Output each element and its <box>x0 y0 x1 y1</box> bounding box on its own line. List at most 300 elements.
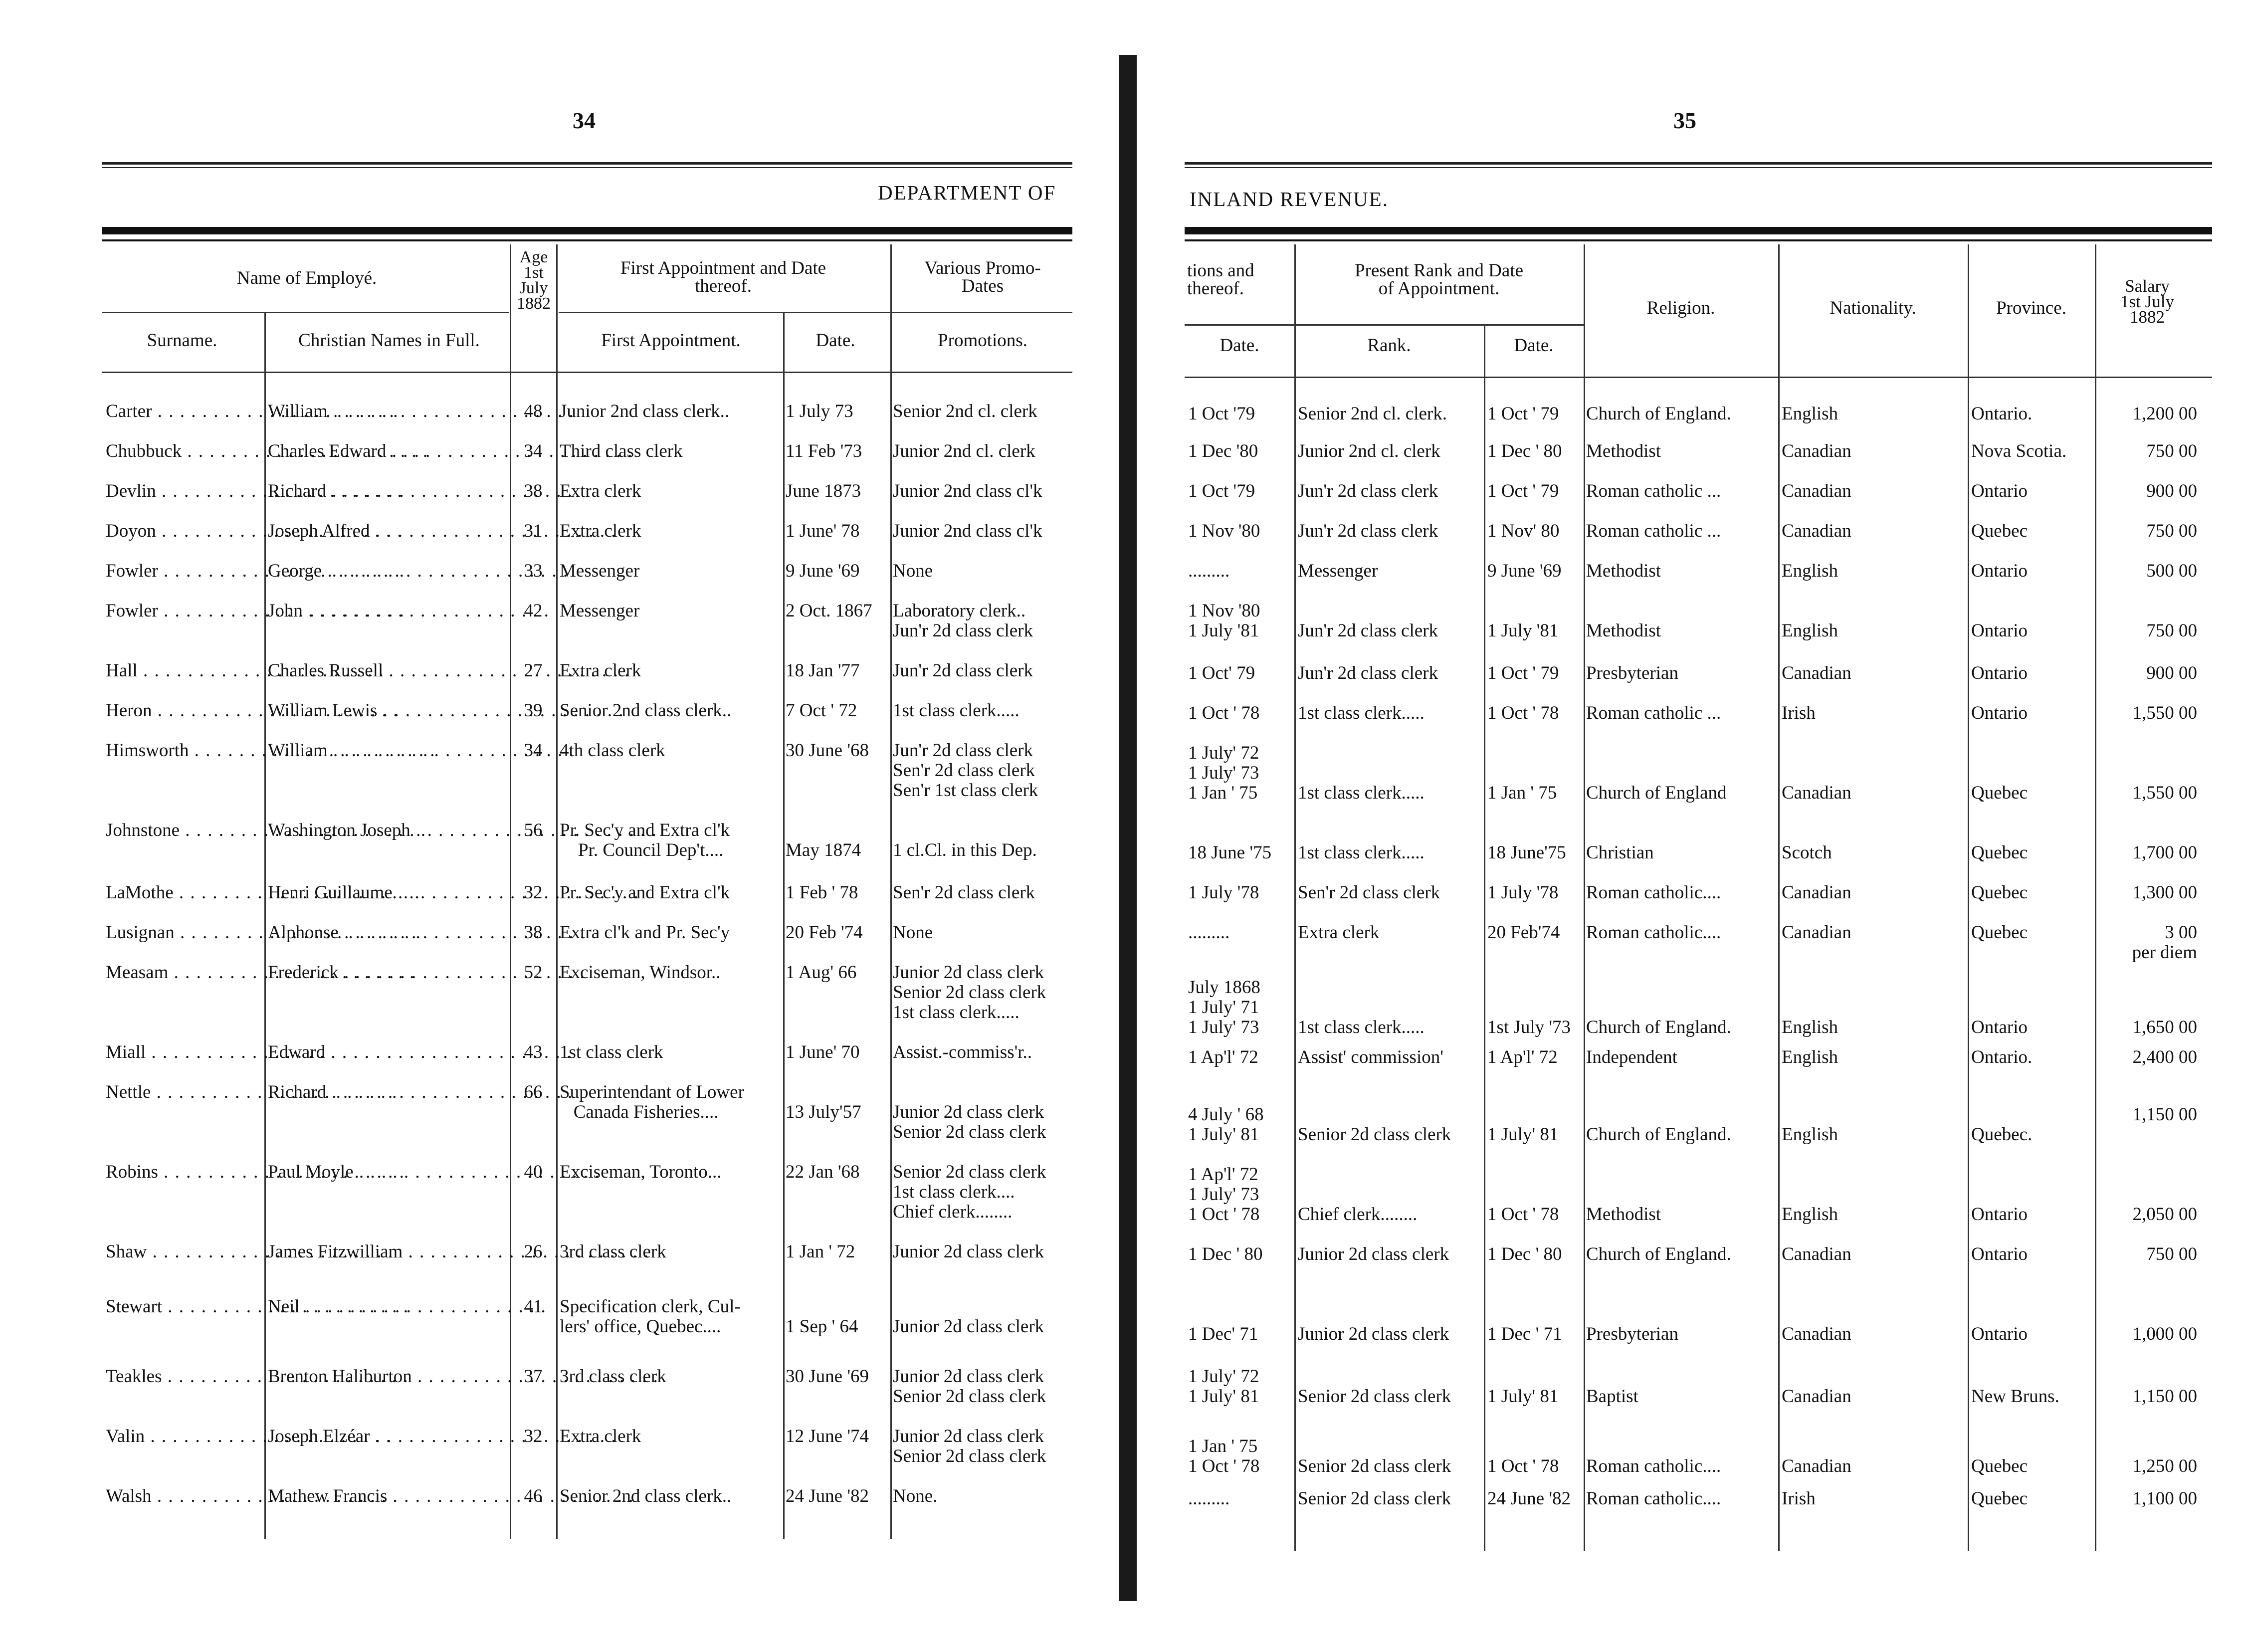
salary-cell: 2,400 00 <box>2132 1047 2197 1067</box>
rank-cell: Jun'r 2d class clerk <box>1298 620 1438 641</box>
salary-cell: 3 00 per diem <box>2132 922 2197 963</box>
christian-names-cell: Neil . . . <box>268 1297 507 1317</box>
first-appointment-cell: 3rd class clerk <box>560 1241 666 1262</box>
province-cell: Quebec <box>1971 1456 2028 1476</box>
nationality-cell: English <box>1782 1124 1838 1145</box>
first-appointment-cell: Superintendant of Lower Canada Fisheries.... <box>560 1082 744 1122</box>
province-cell: Quebec <box>1971 521 2028 541</box>
header-date-1: Date. <box>1220 335 1259 356</box>
rank-date-cell: 1 Dec ' 80 <box>1487 1244 1562 1264</box>
rank-date-cell: 1 Oct ' 78 <box>1487 1204 1559 1225</box>
age-cell: 33 <box>524 561 543 581</box>
age-cell: 38 <box>524 922 543 943</box>
rank-cell: Sen'r 2d class clerk <box>1298 882 1440 903</box>
surname-cell: LaMothe . . . <box>106 883 263 903</box>
column-rule <box>1584 244 1585 1551</box>
rank-date-cell: 1 July '78 <box>1487 882 1559 903</box>
nationality-cell: English <box>1782 1047 1838 1067</box>
promotions-cell: Junior 2d class clerk Senior 2d class clerk 1st class clerk..... <box>893 962 1046 1023</box>
header-bottom-line <box>102 372 1072 373</box>
promotion-date-cell: 4 July ' 68 1 July' 81 <box>1188 1104 1264 1145</box>
date-cell: 2 Oct. 1867 <box>786 601 872 621</box>
age-cell: 32 <box>524 882 543 903</box>
nationality-cell: Canadian <box>1782 1386 1851 1407</box>
column-rule <box>1968 244 1969 1551</box>
first-appointment-cell: Extra clerk <box>560 1426 641 1446</box>
age-cell: 40 <box>524 1162 543 1182</box>
page-number: 34 <box>573 108 596 133</box>
rank-date-cell: 1 Oct ' 78 <box>1487 703 1559 723</box>
surname-cell: Hall . . . <box>106 661 263 681</box>
surname-cell: Fowler . . . <box>106 601 263 621</box>
salary-cell: 1,150 00 <box>2132 1386 2197 1407</box>
promotion-date-cell: 1 Oct '79 <box>1188 404 1255 424</box>
first-appointment-cell: Messenger <box>560 561 640 581</box>
first-appointment-cell: Senior 2nd class clerk.. <box>560 1486 732 1506</box>
christian-names-cell: James Fitzwilliam . . . <box>268 1242 507 1262</box>
religion-cell: Christian <box>1586 842 1654 863</box>
nationality-cell: Canadian <box>1782 521 1851 541</box>
first-appointment-cell: Senior 2nd class clerk.. <box>560 700 732 721</box>
nationality-cell: Irish <box>1782 1488 1816 1509</box>
promotions-cell: Junior 2nd class cl'k <box>893 481 1042 501</box>
date-cell: 13 July'57 <box>786 1102 861 1122</box>
salary-cell: 750 00 <box>2146 1244 2197 1264</box>
promotion-date-cell: ......... <box>1188 1488 1230 1509</box>
surname-cell: Teakles . . . <box>106 1367 263 1387</box>
rank-date-cell: 9 June '69 <box>1487 561 1562 581</box>
promotions-cell: Senior 2d class clerk 1st class clerk.... Chief clerk........ <box>893 1162 1046 1222</box>
first-appointment-cell: Extra clerk <box>560 481 641 501</box>
top-rule <box>1185 162 2212 165</box>
date-cell: June 1873 <box>786 481 861 501</box>
religion-cell: Roman catholic ... <box>1586 521 1721 541</box>
promotions-cell: Assist.-commiss'r.. <box>893 1042 1032 1062</box>
rank-cell: 1st class clerk..... <box>1298 783 1425 803</box>
salary-cell: 1,100 00 <box>2132 1488 2197 1509</box>
rank-date-cell: 1 July '81 <box>1487 620 1559 641</box>
rank-date-cell: 1 Nov' 80 <box>1487 521 1560 541</box>
age-cell: 52 <box>524 962 543 983</box>
surname-cell: Valin . . . <box>106 1427 263 1446</box>
top-rule <box>102 162 1072 165</box>
rank-cell: Jun'r 2d class clerk <box>1298 481 1438 501</box>
rank-cell: Junior 2nd cl. clerk <box>1298 441 1440 461</box>
nationality-cell: English <box>1782 404 1838 424</box>
christian-names-cell: Charles Russell . . . <box>268 661 507 681</box>
religion-cell: Church of England. <box>1586 404 1731 424</box>
header-age: Age 1st July 1882 <box>517 248 551 313</box>
province-cell: Nova Scotia. <box>1971 441 2067 461</box>
christian-names-cell: Edward . . . <box>268 1042 507 1062</box>
promotions-cell: Sen'r 2d class clerk <box>893 882 1035 903</box>
surname-cell: Nettle . . . <box>106 1082 263 1102</box>
age-cell: 43 <box>524 1042 543 1062</box>
header-first-appointment-group: First Appointment and Date thereof. <box>620 258 826 296</box>
promotion-date-cell: 1 Nov '80 1 July '81 <box>1188 601 1260 641</box>
salary-cell: 2,050 00 <box>2132 1204 2197 1225</box>
promotions-cell: Junior 2d class clerk Senior 2d class clerk <box>893 1366 1046 1407</box>
promotion-date-cell: ......... <box>1188 922 1230 943</box>
promotions-cell: Junior 2d class clerk Senior 2d class clerk <box>893 1426 1046 1466</box>
header-bottom-line <box>1185 377 2212 378</box>
date-cell: 18 Jan '77 <box>786 660 860 681</box>
date-cell: 30 June '69 <box>786 1366 869 1387</box>
province-cell: Ontario <box>1971 1244 2028 1264</box>
first-appointment-cell: 3rd class clerk <box>560 1366 666 1387</box>
surname-cell: Shaw . . . <box>106 1242 263 1262</box>
salary-cell: 1,150 00 <box>2132 1104 2197 1125</box>
header-salary: Salary 1st July 1882 <box>2120 276 2174 327</box>
rank-cell: 1st class clerk..... <box>1298 842 1425 863</box>
nationality-cell: Irish <box>1782 703 1816 723</box>
salary-cell: 750 00 <box>2146 620 2197 641</box>
rank-cell: Messenger <box>1298 561 1378 581</box>
rank-cell: Assist' commission' <box>1298 1047 1443 1067</box>
promotions-cell: Junior 2nd class cl'k <box>893 521 1042 541</box>
rank-date-cell: 1 Oct ' 79 <box>1487 404 1559 424</box>
province-cell: Quebec <box>1971 783 2028 803</box>
age-cell: 31 <box>524 521 543 541</box>
rank-cell: Jun'r 2d class clerk <box>1298 663 1438 683</box>
top-rule-2 <box>102 167 1072 168</box>
christian-names-cell: John . . . <box>268 601 507 621</box>
nationality-cell: Canadian <box>1782 882 1851 903</box>
religion-cell: Independent <box>1586 1047 1677 1067</box>
first-appointment-cell: Specification clerk, Cul- lers' office, Quebec.... <box>560 1296 741 1337</box>
header-underline <box>1185 324 1584 326</box>
header-name-group: Name of Employé. <box>236 268 377 288</box>
running-head: DEPARTMENT OF <box>878 181 1056 204</box>
rank-cell: Jun'r 2d class clerk <box>1298 521 1438 541</box>
left-page <box>0 0 1112 1652</box>
christian-names-cell: Joseph Alfred . . . <box>268 521 507 541</box>
surname-cell: Himsworth . . . <box>106 741 263 761</box>
christian-names-cell: William Lewis . . . <box>268 701 507 721</box>
promotions-cell: Jun'r 2d class clerk <box>893 660 1033 681</box>
first-appointment-cell: Exciseman, Toronto... <box>560 1162 722 1182</box>
province-cell: Quebec <box>1971 842 2028 863</box>
promotion-date-cell: 1 Oct '79 <box>1188 481 1255 501</box>
salary-cell: 1,550 00 <box>2132 703 2197 723</box>
promotion-date-cell: 1 Ap'l' 72 1 July' 73 1 Oct ' 78 <box>1188 1164 1260 1225</box>
salary-cell: 750 00 <box>2146 521 2197 541</box>
religion-cell: Roman catholic ... <box>1586 481 1721 501</box>
rank-date-cell: 1 Oct ' 78 <box>1487 1456 1559 1476</box>
age-cell: 26 <box>524 1241 543 1262</box>
age-cell: 32 <box>524 1426 543 1446</box>
date-cell: 11 Feb '73 <box>786 441 862 461</box>
nationality-cell: English <box>1782 1017 1838 1037</box>
age-cell: 34 <box>524 441 543 461</box>
province-cell: Quebec <box>1971 882 2028 903</box>
nationality-cell: Canadian <box>1782 783 1851 803</box>
date-cell: 1 Feb ' 78 <box>786 882 858 903</box>
salary-cell: 750 00 <box>2146 441 2197 461</box>
religion-cell: Church of England <box>1586 783 1727 803</box>
province-cell: Ontario <box>1971 1017 2028 1037</box>
promotion-date-cell: 1 Nov '80 <box>1188 521 1260 541</box>
nationality-cell: Canadian <box>1782 1324 1851 1344</box>
header-religion: Religion. <box>1646 298 1715 318</box>
christian-names-cell: Henri Guillaume . . . <box>268 883 507 903</box>
column-rule <box>2095 244 2096 1551</box>
rank-cell: Senior 2nd cl. clerk. <box>1298 404 1447 424</box>
binding-gutter <box>1119 55 1137 1601</box>
christian-names-cell: Richard . . . <box>268 481 507 501</box>
rank-date-cell: 18 June'75 <box>1487 842 1566 863</box>
surname-cell: Measam . . . <box>106 963 263 983</box>
nationality-cell: Canadian <box>1782 922 1851 943</box>
christian-names-cell: Mathew Francis . . . <box>268 1486 507 1506</box>
surname-cell: Fowler . . . <box>106 561 263 581</box>
province-cell: Ontario <box>1971 481 2028 501</box>
christian-names-cell: Brenton Haliburton . . . <box>268 1367 507 1387</box>
date-cell: 30 June '68 <box>786 740 869 761</box>
running-head: INLAND REVENUE. <box>1190 188 1389 210</box>
nationality-cell: Scotch <box>1782 842 1832 863</box>
rank-date-cell: 1 July' 81 <box>1487 1124 1559 1145</box>
salary-cell: 1,200 00 <box>2132 404 2197 424</box>
province-cell: Quebec. <box>1971 1124 2033 1145</box>
age-cell: 34 <box>524 740 543 761</box>
age-cell: 39 <box>524 700 543 721</box>
surname-cell: Robins . . . <box>106 1162 263 1182</box>
header-rank: Rank. <box>1367 335 1411 356</box>
province-cell: Ontario <box>1971 620 2028 641</box>
christian-names-cell: George . . . <box>268 561 507 581</box>
column-rule <box>890 244 892 1539</box>
surname-cell: Lusignan . . . <box>106 923 263 943</box>
nationality-cell: Canadian <box>1782 1456 1851 1476</box>
date-cell: 22 Jan '68 <box>786 1162 860 1182</box>
promotions-cell: None. <box>893 1486 938 1506</box>
header-surname: Surname. <box>147 330 217 351</box>
religion-cell: Roman catholic.... <box>1586 1488 1721 1509</box>
rank-date-cell: 1 July' 81 <box>1487 1386 1559 1407</box>
first-appointment-cell: 1st class clerk <box>560 1042 663 1062</box>
age-cell: 38 <box>524 481 543 501</box>
promotion-date-cell: 1 Jan ' 75 1 Oct ' 78 <box>1188 1436 1260 1476</box>
promotion-date-cell: 1 Dec ' 80 <box>1188 1244 1263 1264</box>
header-nationality: Nationality. <box>1830 298 1916 318</box>
nationality-cell: Canadian <box>1782 1244 1851 1264</box>
nationality-cell: English <box>1782 561 1838 581</box>
header-date-2: Date. <box>1514 335 1554 356</box>
rank-cell: Chief clerk........ <box>1298 1204 1418 1225</box>
age-cell: 48 <box>524 401 543 421</box>
province-cell: Quebec <box>1971 1488 2028 1509</box>
date-cell: 1 Aug' 66 <box>786 962 857 983</box>
header-various-promotions: Various Promo- Dates <box>924 258 1041 296</box>
promotions-cell: None <box>893 922 933 943</box>
promotions-cell: None <box>893 561 933 581</box>
promotion-date-cell: July 1868 1 July' 71 1 July' 73 <box>1188 977 1260 1037</box>
rank-cell: Junior 2d class clerk <box>1298 1244 1449 1264</box>
rank-date-cell: 1 Jan ' 75 <box>1487 783 1557 803</box>
surname-cell: Carter . . . <box>106 402 263 421</box>
salary-cell: 1,000 00 <box>2132 1324 2197 1344</box>
age-cell: 37 <box>524 1366 543 1387</box>
promotions-cell: Junior 2d class clerk Senior 2d class clerk <box>893 1102 1046 1142</box>
province-cell: New Bruns. <box>1971 1386 2059 1407</box>
surname-cell: Chubbuck . . . <box>106 441 263 461</box>
province-cell: Ontario <box>1971 663 2028 683</box>
header-rule <box>102 227 1072 234</box>
header-rule <box>1185 227 2212 234</box>
surname-cell: Walsh . . . <box>106 1486 263 1506</box>
surname-cell: Heron . . . <box>106 701 263 721</box>
promotion-date-cell: 1 July '78 <box>1188 882 1259 903</box>
promotion-date-cell: 1 Ap'l' 72 <box>1188 1047 1258 1067</box>
header-first-appointment: First Appointment. <box>601 330 741 351</box>
header-promotions: Promotions. <box>938 330 1027 351</box>
religion-cell: Roman catholic.... <box>1586 882 1721 903</box>
christian-names-cell: William . . . <box>268 741 507 761</box>
first-appointment-cell: Extra clerk <box>560 660 641 681</box>
rank-cell: 1st class clerk..... <box>1298 1017 1425 1037</box>
column-rule <box>783 312 785 1539</box>
date-cell: 1 July 73 <box>786 401 853 421</box>
first-appointment-cell: Junior 2nd class clerk.. <box>560 401 730 421</box>
surname-cell: Johnstone . . . <box>106 821 263 840</box>
religion-cell: Church of England. <box>1586 1017 1731 1037</box>
religion-cell: Church of England. <box>1586 1124 1731 1145</box>
christian-names-cell: Frederick . . . <box>268 963 507 983</box>
salary-cell: 1,550 00 <box>2132 783 2197 803</box>
first-appointment-cell: Pr. Sec'y and Extra cl'k <box>560 882 730 903</box>
religion-cell: Roman catholic ... <box>1586 703 1721 723</box>
first-appointment-cell: 4th class clerk <box>560 740 665 761</box>
rank-date-cell: 1 Ap'l' 72 <box>1487 1047 1558 1067</box>
rank-cell: Senior 2d class clerk <box>1298 1488 1451 1509</box>
top-rule-2 <box>1185 167 2212 168</box>
rank-cell: Extra clerk <box>1298 922 1380 943</box>
surname-cell: Devlin . . . <box>106 481 263 501</box>
rank-date-cell: 1st July '73 <box>1487 1017 1571 1037</box>
rank-cell: 1st class clerk..... <box>1298 703 1425 723</box>
date-cell: 1 Sep ' 64 <box>786 1316 858 1337</box>
date-cell: May 1874 <box>786 840 861 860</box>
first-appointment-cell: Pr. Sec'y and Extra cl'k Pr. Council Dep't.... <box>560 820 730 860</box>
promotions-cell: Laboratory clerk.. Jun'r 2d class clerk <box>893 601 1033 641</box>
date-cell: 7 Oct ' 72 <box>786 700 857 721</box>
nationality-cell: English <box>1782 1204 1838 1225</box>
salary-cell: 1,300 00 <box>2132 882 2197 903</box>
christian-names-cell: William . . . <box>268 402 507 421</box>
rank-date-cell: 1 Oct ' 79 <box>1487 663 1559 683</box>
first-appointment-cell: Messenger <box>560 601 640 621</box>
religion-cell: Roman catholic.... <box>1586 922 1721 943</box>
christian-names-cell: Richard . . . <box>268 1082 507 1102</box>
promotion-date-cell: 18 June '75 <box>1188 842 1271 863</box>
rank-date-cell: 1 Dec ' 80 <box>1487 441 1562 461</box>
surname-cell: Stewart . . . <box>106 1297 263 1317</box>
religion-cell: Presbyterian <box>1586 1324 1678 1344</box>
religion-cell: Methodist <box>1586 620 1661 641</box>
header-tions-group: tions and thereof. <box>1187 260 1254 299</box>
province-cell: Ontario <box>1971 561 2028 581</box>
rank-cell: Senior 2d class clerk <box>1298 1456 1451 1476</box>
salary-cell: 1,250 00 <box>2132 1456 2197 1476</box>
religion-cell: Methodist <box>1586 561 1661 581</box>
header-rule-2 <box>1185 239 2212 241</box>
promotions-cell: Senior 2nd cl. clerk <box>893 401 1037 421</box>
christian-names-cell: Alphonse . . . <box>268 923 507 943</box>
promotion-date-cell: 1 Oct ' 78 <box>1188 703 1260 723</box>
age-cell: 42 <box>524 601 543 621</box>
date-cell: 9 June '69 <box>786 561 860 581</box>
religion-cell: Roman catholic.... <box>1586 1456 1721 1476</box>
first-appointment-cell: Extra cl'k and Pr. Sec'y <box>560 922 730 943</box>
salary-cell: 500 00 <box>2146 561 2197 581</box>
age-cell: 56 <box>524 820 543 840</box>
column-rule <box>1484 324 1485 1551</box>
rank-date-cell: 1 Dec ' 71 <box>1487 1324 1562 1344</box>
promotions-cell: 1 cl.Cl. in this Dep. <box>893 840 1037 860</box>
province-cell: Ontario <box>1971 1324 2028 1344</box>
rank-date-cell: 20 Feb'74 <box>1487 922 1560 943</box>
salary-cell: 1,700 00 <box>2132 842 2197 863</box>
age-cell: 66 <box>524 1082 543 1102</box>
first-appointment-cell: Third class clerk <box>560 441 683 461</box>
rank-cell: Senior 2d class clerk <box>1298 1386 1451 1407</box>
column-rule <box>1294 244 1296 1551</box>
date-cell: 24 June '82 <box>786 1486 869 1506</box>
province-cell: Ontario. <box>1971 1047 2033 1067</box>
christian-names-cell: Paul Moyle . . . <box>268 1162 507 1182</box>
nationality-cell: Canadian <box>1782 441 1851 461</box>
nationality-cell: English <box>1782 620 1838 641</box>
header-underline-name <box>102 312 509 313</box>
first-appointment-cell: Extra clerk <box>560 521 641 541</box>
date-cell: 1 June' 70 <box>786 1042 860 1062</box>
religion-cell: Baptist <box>1586 1386 1638 1407</box>
religion-cell: Presbyterian <box>1586 663 1678 683</box>
header-province: Province. <box>1996 298 2066 318</box>
promotion-date-cell: 1 Dec' 71 <box>1188 1324 1258 1344</box>
promotions-cell: Jun'r 2d class clerk Sen'r 2d class clerk Sen'r 1st class clerk <box>893 740 1038 801</box>
salary-cell: 900 00 <box>2146 481 2197 501</box>
province-cell: Ontario. <box>1971 404 2033 424</box>
religion-cell: Methodist <box>1586 441 1661 461</box>
date-cell: 1 June' 78 <box>786 521 860 541</box>
rank-date-cell: 1 Oct ' 79 <box>1487 481 1559 501</box>
nationality-cell: Canadian <box>1782 481 1851 501</box>
right-page <box>1147 0 2242 1652</box>
promotion-date-cell: 1 July' 72 1 July' 81 <box>1188 1366 1259 1407</box>
promotion-date-cell: ......... <box>1188 561 1230 581</box>
column-rule <box>1778 244 1780 1551</box>
page-number: 35 <box>1673 108 1696 133</box>
province-cell: Quebec <box>1971 922 2028 943</box>
header-rule-2 <box>102 239 1072 241</box>
header-underline-appointment <box>559 312 1072 313</box>
promotions-cell: Junior 2nd cl. clerk <box>893 441 1035 461</box>
surname-cell: Doyon . . . <box>106 521 263 541</box>
age-cell: 27 <box>524 660 543 681</box>
nationality-cell: Canadian <box>1782 663 1851 683</box>
province-cell: Ontario <box>1971 1204 2028 1225</box>
religion-cell: Church of England. <box>1586 1244 1731 1264</box>
header-date: Date. <box>815 330 855 351</box>
promotions-cell: Junior 2d class clerk <box>893 1316 1044 1337</box>
age-cell: 41 <box>524 1296 543 1317</box>
salary-cell: 900 00 <box>2146 663 2197 683</box>
rank-cell: Senior 2d class clerk <box>1298 1124 1451 1145</box>
rank-cell: Junior 2d class clerk <box>1298 1324 1449 1344</box>
salary-cell: 1,650 00 <box>2132 1017 2197 1037</box>
